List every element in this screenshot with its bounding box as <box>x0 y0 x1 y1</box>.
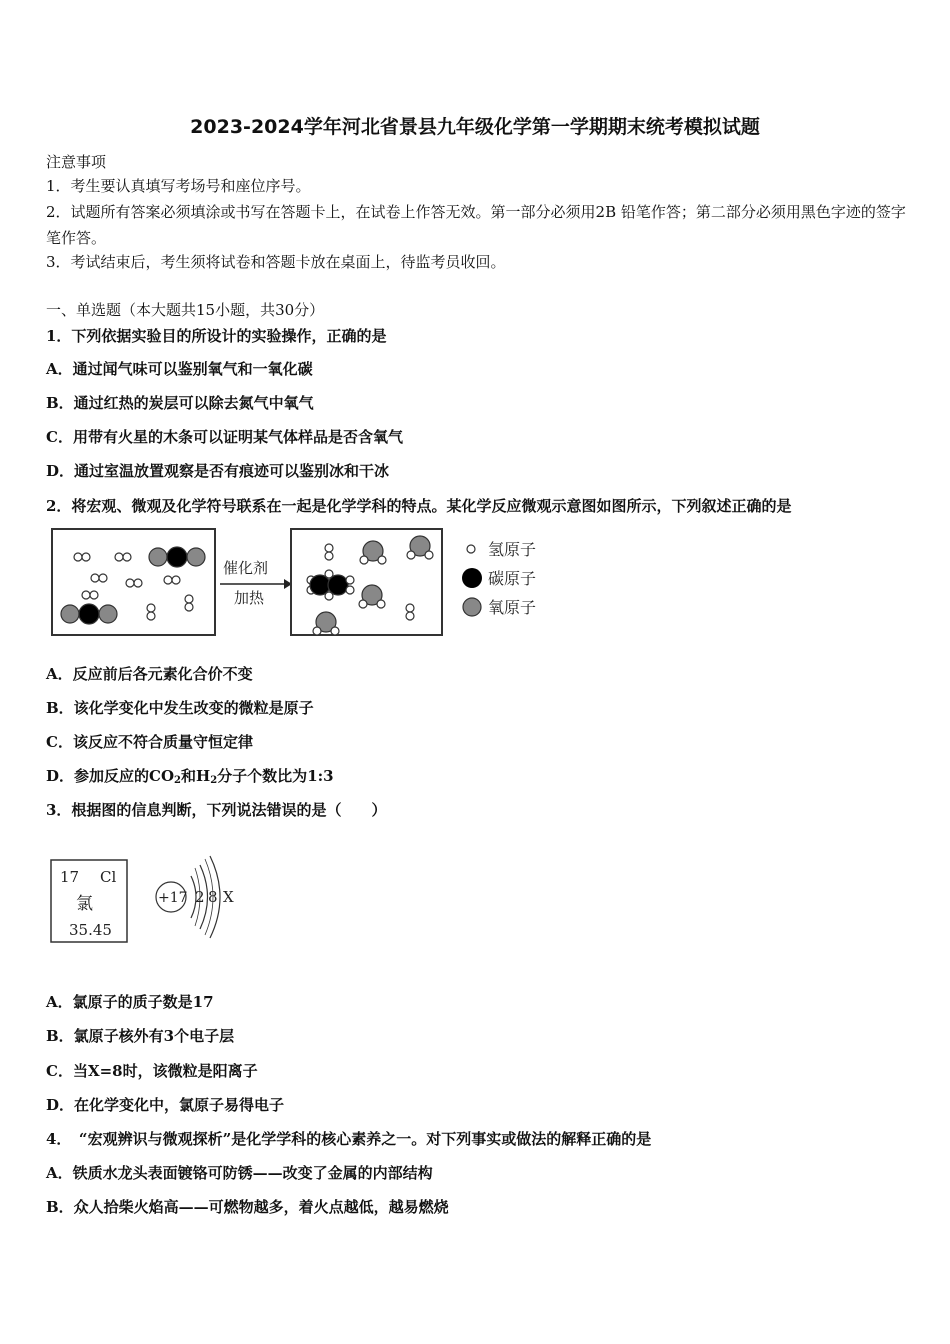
legend-oxygen: 氧原子 <box>488 598 537 617</box>
q1-stem: 1．下列依据实验目的所设计的实验操作，正确的是 <box>46 327 387 345</box>
shell-3-electrons: X <box>223 888 234 906</box>
q2-option-d-h: H <box>196 767 211 785</box>
legend-hydrogen: 氢原子 <box>488 540 537 559</box>
arrow-bottom-label: 加热 <box>234 589 265 607</box>
section-heading: 一、单选题（本大题共15小题，共30分） <box>46 301 325 319</box>
legend <box>462 540 536 617</box>
q2-option-c: C．该反应不符合质量守恒定律 <box>46 733 253 751</box>
q2-option-d-sub-h2: 2 <box>210 775 218 786</box>
q1-option-b: B．通过红热的炭层可以除去氮气中氧气 <box>46 394 314 412</box>
q3-stem: 3．根据图的信息判断，下列说法错误的是（ ） <box>46 801 387 819</box>
q3-option-a: A．氯原子的质子数是17 <box>46 993 214 1011</box>
notice-heading: 注意事项 <box>46 153 107 171</box>
hydrogen-atom-icon <box>467 545 475 553</box>
q3-option-d: D．在化学变化中，氯原子易得电子 <box>46 1096 285 1114</box>
q3-option-b: B．氯原子核外有3个电子层 <box>46 1027 235 1045</box>
q1-option-d: D．通过室温放置观察是否有痕迹可以鉴别冰和干冰 <box>46 462 390 480</box>
notice-item-2: 2．试题所有答案必须填涂或书写在答题卡上，在试卷上作答无效。第一部分必须用2B 铅笔作答；第二部分必须用黑色字迹的签字笔作答。 <box>46 203 906 247</box>
q2-option-d-and: 和 <box>181 767 197 785</box>
carbon-atom-icon <box>462 568 482 588</box>
q2-option-a: A．反应前后各元素化合价不变 <box>46 665 253 683</box>
q1-option-c: C．用带有火星的木条可以证明某气体样品是否含氧气 <box>46 428 403 446</box>
q2-option-d-prefix: D．参加反应的 <box>46 767 150 785</box>
notice-item-1: 1．考生要认真填写考场号和座位序号。 <box>46 177 311 195</box>
q2-option-d-sub-co2: 2 <box>174 775 181 786</box>
element-symbol: Cl <box>100 868 117 886</box>
q2-option-b: B．该化学变化中发生改变的微粒是原子 <box>46 699 314 717</box>
q4-option-a: A．铁质水龙头表面镀铬可防锈——改变了金属的内部结构 <box>46 1164 433 1182</box>
q4-stem: 4． “宏观辨识与微观探析”是化学学科的核心素养之一。对下列事实或做法的解释正确的是 <box>46 1130 652 1148</box>
q2-option-d-co: CO <box>149 767 175 785</box>
q2-option-d-ratio: 1:3 <box>307 767 334 785</box>
element-name: 氯 <box>76 894 93 914</box>
oxygen-atom-icon <box>463 598 481 616</box>
page-title: 2023-2024学年河北省景县九年级化学第一学期期末统考模拟试题 <box>190 116 760 138</box>
q3-option-c: C．当X=8时，该微粒是阳离子 <box>46 1062 258 1080</box>
q4-option-b: B．众人拾柴火焰高——可燃物越多，着火点越低，越易燃烧 <box>46 1198 449 1216</box>
legend-carbon: 碳原子 <box>488 569 537 588</box>
q2-stem: 2．将宏观、微观及化学符号联系在一起是化学学科的特点。某化学反应微观示意图如图所示，下列叙述正确的是 <box>46 497 792 515</box>
element-mass: 35.45 <box>69 921 112 939</box>
q1-option-a: A．通过闻气味可以鉴别氧气和一氧化碳 <box>46 360 313 378</box>
shell-1-electrons: 2 <box>195 888 205 906</box>
reaction-diagram <box>48 526 608 641</box>
arrow-top-label: 催化剂 <box>223 559 269 577</box>
element-number: 17 <box>60 868 80 886</box>
chlorine-figure <box>48 838 258 950</box>
q2-option-d <box>46 766 334 791</box>
q2-option-d-suffix: 分子个数比为 <box>217 767 308 785</box>
shell-2-electrons: 8 <box>208 888 218 906</box>
nucleus-charge: +17 <box>158 890 188 906</box>
notice-item-3: 3．考试结束后，考生须将试卷和答题卡放在桌面上，待监考员收回。 <box>46 253 506 271</box>
